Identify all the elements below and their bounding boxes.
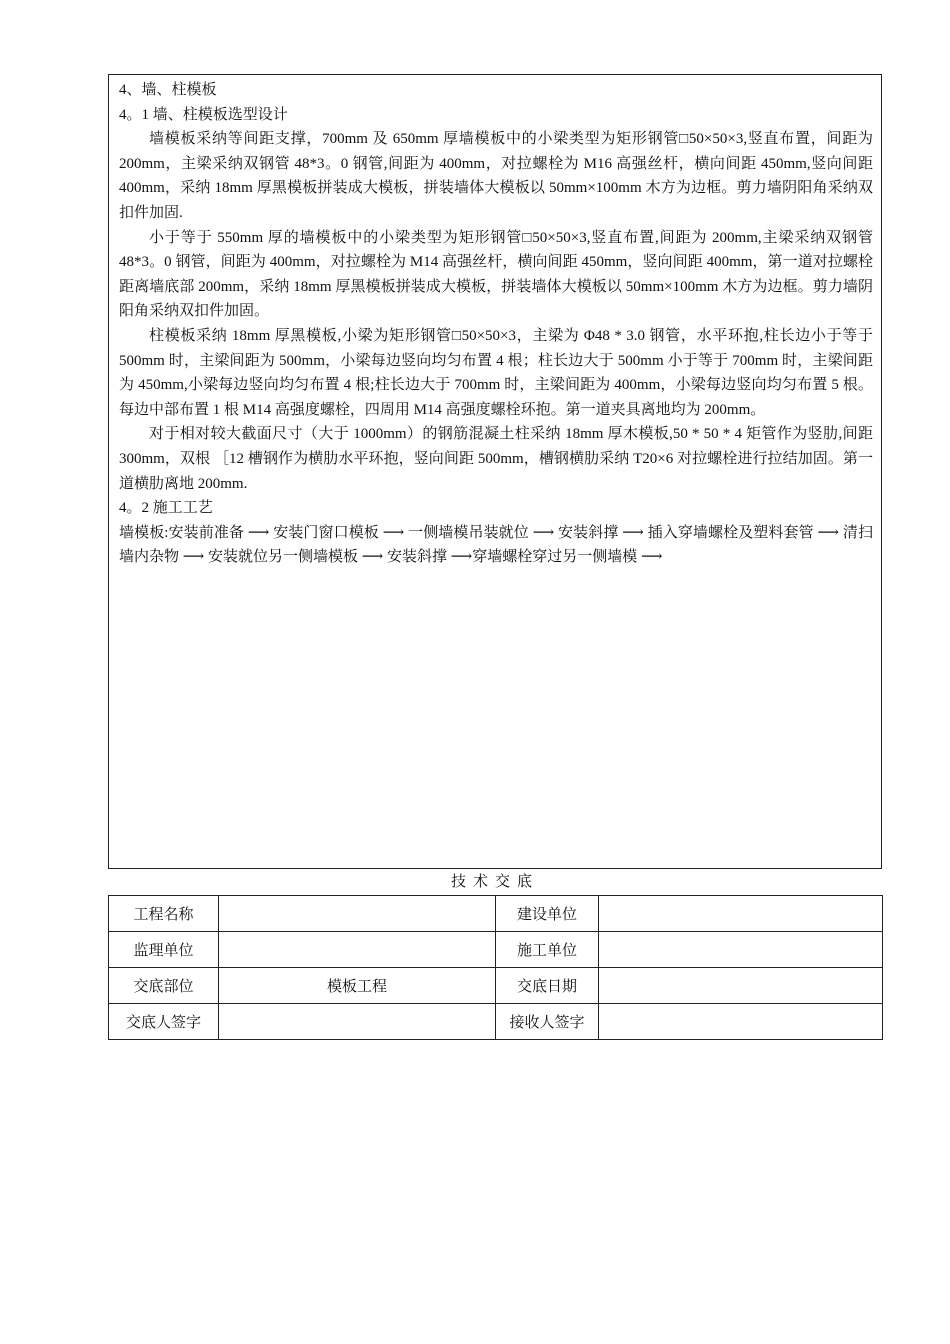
label-owner-unit: 建设单位 (496, 896, 599, 932)
table-row (109, 1004, 883, 1040)
process-flow: 墙模板:安装前准备 ⟶ 安装门窗口模板 ⟶ 一侧墙模吊装就位 ⟶ 安装斜撑 ⟶ 插入穿墙螺栓及塑料套管 ⟶ 清扫墙内杂物 ⟶ 安装就位另一侧墙模板 ⟶ 安装斜撑 ⟶穿墙螺栓穿过另一侧墙模 ⟶ (119, 524, 873, 566)
subsection-heading-design: 4。1 墙、柱模板选型设计 (119, 106, 288, 123)
label-construction-unit: 施工单位 (496, 932, 599, 968)
table-title: 技术交底 (450, 874, 539, 890)
value-owner-unit (599, 896, 883, 932)
paragraph-large-column-formwork: 对于相对较大截面尺寸（大于 1000mm）的钢筋混凝土柱采纳 18mm 厚木模板,50 * 50 * 4 矩管作为竖肋,间距 300mm，双根 ［12 槽钢作为横肋水平环抱，竖向间距 500mm，槽钢横肋采纳 T20×6 对拉螺栓进行拉结加固。第一道横肋离地 200mm. (119, 426, 873, 492)
value-discloser-signature (219, 1004, 496, 1040)
subsection-heading-process: 4。2 施工工艺 (119, 500, 213, 517)
section-heading: 4、墙、柱模板 (119, 82, 217, 98)
value-project-name (219, 896, 496, 932)
label-disclosure-date: 交底日期 (496, 968, 599, 1004)
paragraph-thin-wall-formwork: 小于等于 550mm 厚的墙模板中的小梁类型为矩形钢管□50×50×3,竖直布置,间距为 200mm,主梁采纳双钢管 48*3。0 钢管，间距为 400mm，对拉螺栓为 M14 高强丝杆，横向间距 450mm，竖向间距 400mm，第一道对拉螺栓距离墙底部 200mm，采纳 18mm 厚黑模板拼装成大模板，拼装墙体大模板以 50mm×100mm 木方为边框。剪力墙阴阳角采纳双扣件加固。 (119, 229, 873, 320)
value-construction-unit (599, 932, 883, 968)
info-table (108, 895, 883, 1040)
table-row (109, 968, 883, 1004)
table-row (109, 896, 883, 932)
paragraph-column-formwork: 柱模板采纳 18mm 厚黑模板,小梁为矩形钢管□50×50×3，主梁为 Φ48 * 3.0 钢管，水平环抱,柱长边小于等于 500mm 时，主梁间距为 500mm，小梁每边竖向均匀布置 4 根；柱长边大于 500mm 小于等于 700mm 时，主梁间距为 450mm,小梁每边竖向均匀布置 4 根;柱长边大于 700mm 时，主梁间距为 400mm，小梁每边竖向均匀布置 5 根。每边中部布置 1 根 M14 高强度螺栓，四周用 M14 高强度螺栓环抱。第一道夹具离地均为 200mm。 (119, 327, 873, 418)
paragraph-wall-formwork: 墙模板采纳等间距支撑，700mm 及 650mm 厚墙模板中的小梁类型为矩形钢管□50×50×3,竖直布置，间距为 200mm，主梁采纳双钢管 48*3。0 钢管,间距为 400mm，对拉螺栓为 M16 高强丝杆，横向间距 450mm,竖向间距 400mm，采纳 18mm 厚黑模板拼装成大模板，拼装墙体大模板以 50mm×100mm 木方为边框。剪力墙阴阳角采纳双扣件加固. (119, 131, 873, 221)
value-receiver-signature (599, 1004, 883, 1040)
content-box (108, 74, 882, 869)
value-disclosure-date (599, 968, 883, 1004)
table-row (109, 932, 883, 968)
value-supervision-unit (219, 932, 496, 968)
label-discloser-signature: 交底人签字 (109, 1004, 219, 1040)
label-supervision-unit: 监理单位 (109, 932, 219, 968)
value-disclosure-part: 模板工程 (219, 968, 496, 1004)
label-disclosure-part: 交底部位 (109, 968, 219, 1004)
label-project-name: 工程名称 (109, 896, 219, 932)
label-receiver-signature: 接收人签字 (496, 1004, 599, 1040)
